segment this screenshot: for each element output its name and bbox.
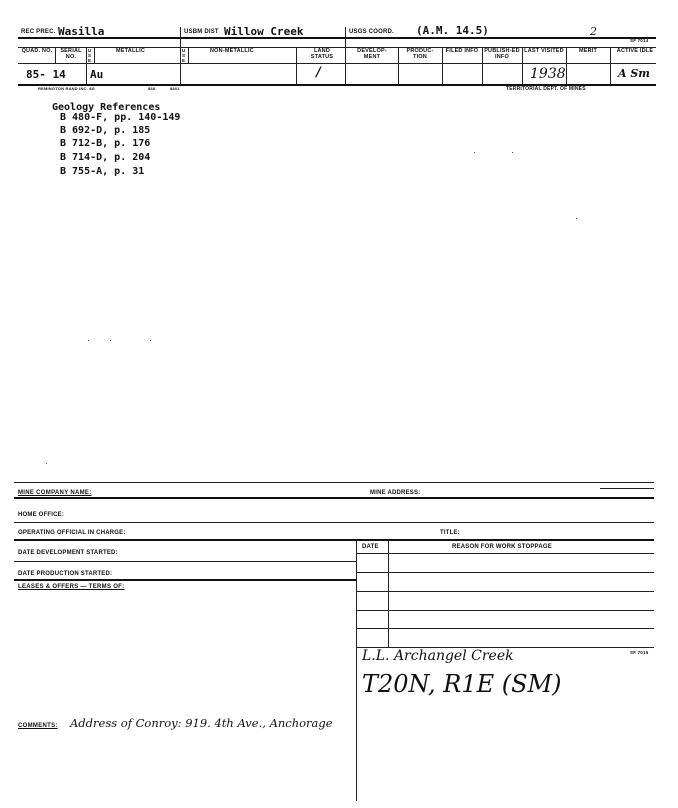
col-development: DEVELOP-MENT [357,48,387,60]
col-land-status: LAND STATUS [310,48,334,60]
header-top-rule [18,37,656,39]
table-row-rule [356,591,654,592]
col-div-8 [482,47,483,84]
col-div-6 [398,47,399,84]
rule-development [14,561,356,562]
scan-speck [512,152,513,153]
reason-col-header: REASON FOR WORK STOPPAGE [452,544,552,550]
col-div-10 [566,47,567,84]
col-filed-info: FILED INFO [445,48,479,54]
mine-address-label: MINE ADDRESS: [370,490,421,496]
col-merit: MERIT [578,48,598,54]
divider-usgs [345,27,346,84]
comments-label: COMMENTS: [18,723,58,729]
reference-item: B 755-A, p. 31 [60,166,145,177]
row-metallic: Au [90,68,104,81]
col-metallic: METALLIC [116,48,145,54]
date-development-label: DATE DEVELOPMENT STARTED: [18,550,118,556]
rule-production [14,579,356,581]
lower-top-rule-2 [600,488,654,489]
leases-label: LEASES & OFFERS — TERMS OF: [18,584,125,590]
reference-item: B 714-D, p. 204 [60,152,151,163]
scan-speck [576,218,577,219]
operating-official-label: OPERATING OFFICIAL IN CHARGE: [18,530,126,536]
handwritten-township: T20N, R1E (SM) [362,670,562,698]
scan-speck [46,463,47,464]
divider-usgm [180,27,181,84]
table-date-divider [388,539,389,648]
table-header-rule [356,553,654,554]
page-mark: 2 [590,25,597,38]
table-row-rule [356,572,654,573]
table-left-border [356,539,357,801]
lower-top-rule [14,482,654,483]
reference-item: B 480-F, pp. 140-149 [60,112,181,123]
table-row-rule [356,628,654,629]
scan-speck [110,340,111,341]
col-div-7 [442,47,443,84]
col-use-2: U S E [182,48,186,63]
col-production: PRODUC-TION [406,48,434,60]
header-col-rule [18,63,656,64]
usgs-coord-label: USGS COORD. [349,29,394,35]
col-non-metallic: NON-METALLIC [210,48,254,54]
title-label: TITLE: [440,530,460,536]
reference-item: B 712-B, p. 176 [60,138,151,149]
col-div-5 [296,47,297,84]
col-active-idle: ACTIVE IDLE [616,48,654,54]
reference-item: B 692-D, p. 185 [60,125,151,136]
row-last-visited: 1938 [530,66,566,82]
printer-label: REMINGTON RAND INC. 8G [38,86,95,91]
form-number: SF 7014 [630,38,649,43]
territorial-label: TERRITORIAL DEPT. OF MINES [506,86,586,92]
col-div-4 [188,47,189,63]
comments-value: Address of Conroy: 919. 4th Ave., Anchorage [70,716,333,730]
scan-speck [474,152,475,153]
col-div-3 [94,47,95,63]
rule-mine-company [14,497,654,499]
col-div-9 [522,47,523,84]
col-div-2 [86,47,87,84]
home-office-label: HOME OFFICE: [18,512,65,518]
references-heading: Geology References [52,102,161,113]
row-active-idle: A Sm [618,67,650,80]
col-last-visited: LAST VISITED [524,48,564,54]
col-div-11 [610,47,611,84]
handwritten-location: L.L. Archangel Creek [362,648,514,664]
table-row-rule [356,610,654,611]
code-1: 888 [148,86,156,91]
col-serial-no: SERIAL NO. [60,48,82,60]
mine-company-name-label: MINE COMPANY NAME: [18,490,92,496]
rec-prec-value: Wasilla [58,25,105,38]
scan-speck [88,340,89,341]
row-land-status: / [316,65,321,80]
rule-operating [14,539,654,541]
row-quad-serial: 85- 14 [26,68,66,81]
col-use: U S E [88,48,92,63]
usgm-dist-label: USBM DIST [184,29,219,35]
usgs-coord-value: (A.M. 14.5) [416,24,489,37]
form-number-2: SF 7015 [630,650,649,655]
col-quad-no: QUAD. NO. [21,48,53,54]
rule-home-office [14,522,654,523]
date-production-label: DATE PRODUCTION STARTED: [18,571,113,577]
code-2: 8801 [170,86,180,91]
col-published-info: PUBLISH-ED INFO [484,48,520,60]
rec-prec-label: REC PREC. [21,29,56,35]
scan-speck [150,340,151,341]
date-col-header: DATE [362,544,379,550]
usgm-dist-value: Willow Creek [224,25,304,38]
